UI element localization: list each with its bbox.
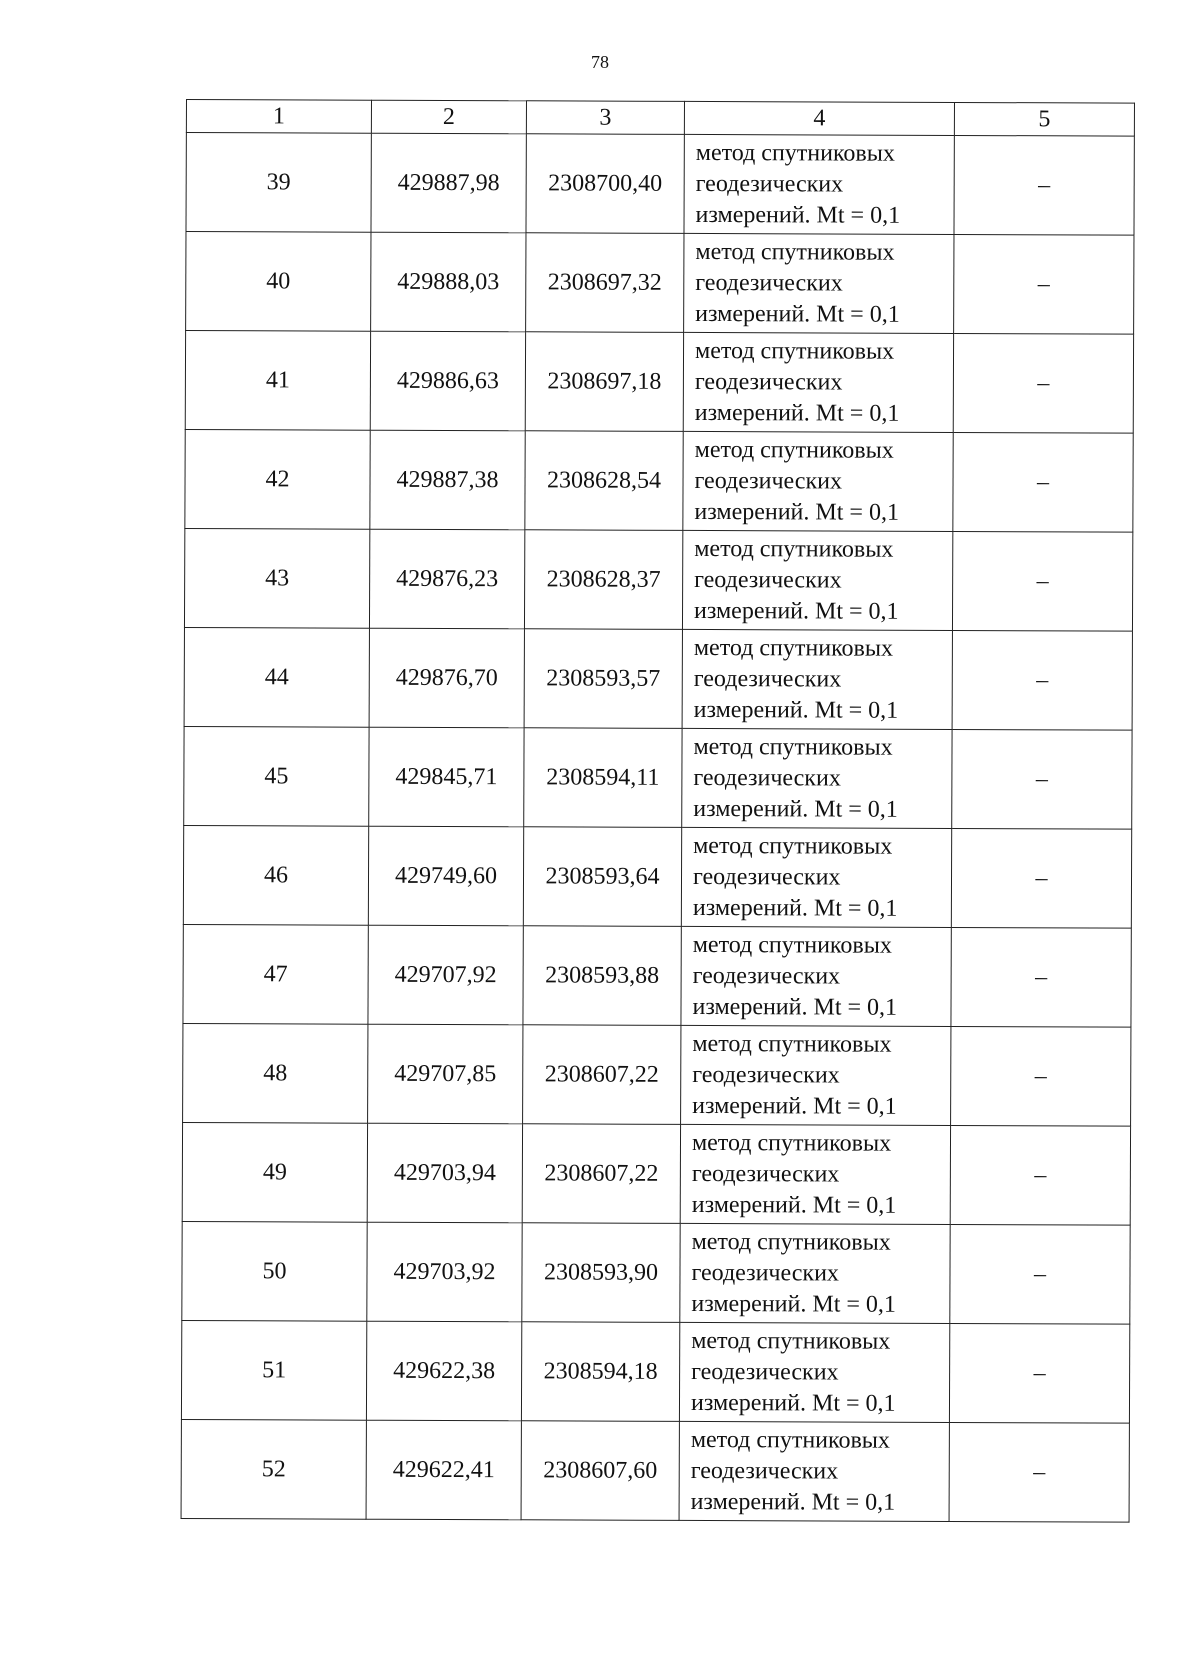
- note-cell: –: [954, 135, 1134, 235]
- note-cell: –: [953, 333, 1133, 433]
- note-cell: –: [951, 828, 1131, 928]
- x-coordinate-cell: 429887,38: [370, 430, 525, 530]
- table-row: [182, 1221, 1130, 1324]
- note-cell: –: [949, 1323, 1129, 1423]
- header-cell: 1: [186, 100, 371, 134]
- y-coordinate-cell: 2308607,22: [523, 1025, 681, 1125]
- header-row: [186, 100, 1134, 137]
- y-coordinate-cell: 2308628,37: [524, 530, 682, 630]
- method-cell: метод спутниковых геодезических измерений. Mt = 0,1: [679, 1322, 949, 1422]
- method-cell: метод спутниковых геодезических измерений. Mt = 0,1: [683, 431, 953, 531]
- note-cell: –: [950, 1224, 1130, 1324]
- table-row: [184, 627, 1132, 730]
- point-number-cell: 40: [186, 232, 371, 332]
- y-coordinate-cell: 2308697,18: [525, 332, 683, 432]
- y-coordinate-cell: 2308594,11: [524, 728, 682, 828]
- y-coordinate-cell: 2308594,18: [521, 1322, 679, 1422]
- point-number-cell: 43: [184, 528, 369, 628]
- note-cell: –: [952, 729, 1132, 829]
- method-cell: метод спутниковых геодезических измерений. Mt = 0,1: [680, 1124, 950, 1224]
- y-coordinate-cell: 2308593,88: [523, 926, 681, 1026]
- note-cell: –: [952, 531, 1132, 631]
- y-coordinate-cell: 2308593,64: [523, 827, 681, 927]
- table-row: [186, 232, 1134, 335]
- method-cell: метод спутниковых геодезических измерений. Mt = 0,1: [681, 926, 951, 1026]
- table-row: [183, 1023, 1131, 1126]
- point-number-cell: 41: [185, 331, 370, 431]
- method-cell: метод спутниковых геодезических измерений. Mt = 0,1: [682, 629, 952, 729]
- point-number-cell: 51: [181, 1320, 366, 1420]
- x-coordinate-cell: 429707,85: [368, 1024, 523, 1124]
- y-coordinate-cell: 2308697,32: [526, 233, 684, 333]
- note-cell: –: [951, 1026, 1131, 1126]
- x-coordinate-cell: 429703,92: [367, 1222, 522, 1322]
- note-cell: –: [951, 927, 1131, 1027]
- table-row: [186, 133, 1134, 236]
- header-cell: 2: [371, 100, 526, 134]
- page-number: 78: [591, 52, 609, 72]
- note-cell: –: [950, 1125, 1130, 1225]
- x-coordinate-cell: 429707,92: [368, 925, 523, 1025]
- point-number-cell: 49: [182, 1122, 367, 1222]
- x-coordinate-cell: 429703,94: [367, 1123, 522, 1223]
- table-row: [184, 726, 1132, 829]
- table-row: [185, 331, 1133, 434]
- note-cell: –: [954, 234, 1134, 334]
- method-cell: метод спутниковых геодезических измерений. Mt = 0,1: [682, 530, 952, 630]
- method-cell: метод спутниковых геодезических измерений. Mt = 0,1: [683, 332, 953, 432]
- y-coordinate-cell: 2308593,90: [522, 1223, 680, 1323]
- method-cell: метод спутниковых геодезических измерений. Mt = 0,1: [684, 233, 954, 333]
- method-cell: метод спутниковых геодезических измерений. Mt = 0,1: [679, 1421, 949, 1521]
- y-coordinate-cell: 2308593,57: [524, 629, 682, 729]
- method-cell: метод спутниковых геодезических измерений. Mt = 0,1: [681, 1025, 951, 1125]
- note-cell: –: [949, 1422, 1129, 1522]
- x-coordinate-cell: 429887,98: [371, 133, 526, 233]
- point-number-cell: 52: [181, 1419, 366, 1519]
- method-cell: метод спутниковых геодезических измерений. Mt = 0,1: [684, 134, 954, 234]
- table-row: [181, 1419, 1129, 1522]
- point-number-cell: 44: [184, 627, 369, 727]
- point-number-cell: 47: [183, 924, 368, 1024]
- x-coordinate-cell: 429622,38: [366, 1321, 521, 1421]
- method-cell: метод спутниковых геодезических измерений. Mt = 0,1: [681, 827, 951, 927]
- y-coordinate-cell: 2308607,60: [521, 1421, 679, 1521]
- note-cell: –: [953, 432, 1133, 532]
- header-cell: 5: [954, 102, 1134, 136]
- point-number-cell: 46: [183, 825, 368, 925]
- method-cell: метод спутниковых геодезических измерений. Mt = 0,1: [680, 1223, 950, 1323]
- table-row: [184, 528, 1132, 631]
- x-coordinate-cell: 429886,63: [370, 331, 525, 431]
- header-cell: 3: [526, 101, 684, 135]
- table-row: [181, 1320, 1129, 1423]
- y-coordinate-cell: 2308607,22: [522, 1124, 680, 1224]
- x-coordinate-cell: 429876,23: [369, 529, 524, 629]
- table-row: [185, 429, 1133, 532]
- point-number-cell: 39: [186, 133, 371, 233]
- y-coordinate-cell: 2308628,54: [525, 431, 683, 531]
- x-coordinate-cell: 429622,41: [366, 1420, 521, 1520]
- table-row: [182, 1122, 1130, 1225]
- method-cell: метод спутниковых геодезических измерений. Mt = 0,1: [682, 728, 952, 828]
- table-row: [183, 825, 1131, 928]
- x-coordinate-cell: 429749,60: [368, 826, 523, 926]
- note-cell: –: [952, 630, 1132, 730]
- point-number-cell: 48: [183, 1023, 368, 1123]
- y-coordinate-cell: 2308700,40: [526, 134, 684, 234]
- coordinates-table: [181, 99, 1135, 1523]
- point-number-cell: 50: [182, 1221, 367, 1321]
- point-number-cell: 45: [184, 726, 369, 826]
- x-coordinate-cell: 429845,71: [369, 727, 524, 827]
- table-body: [181, 133, 1134, 1523]
- table-row: [183, 924, 1131, 1027]
- header-cell: 4: [684, 101, 954, 135]
- point-number-cell: 42: [185, 429, 370, 529]
- x-coordinate-cell: 429876,70: [369, 628, 524, 728]
- table-header: [186, 100, 1134, 137]
- x-coordinate-cell: 429888,03: [371, 232, 526, 332]
